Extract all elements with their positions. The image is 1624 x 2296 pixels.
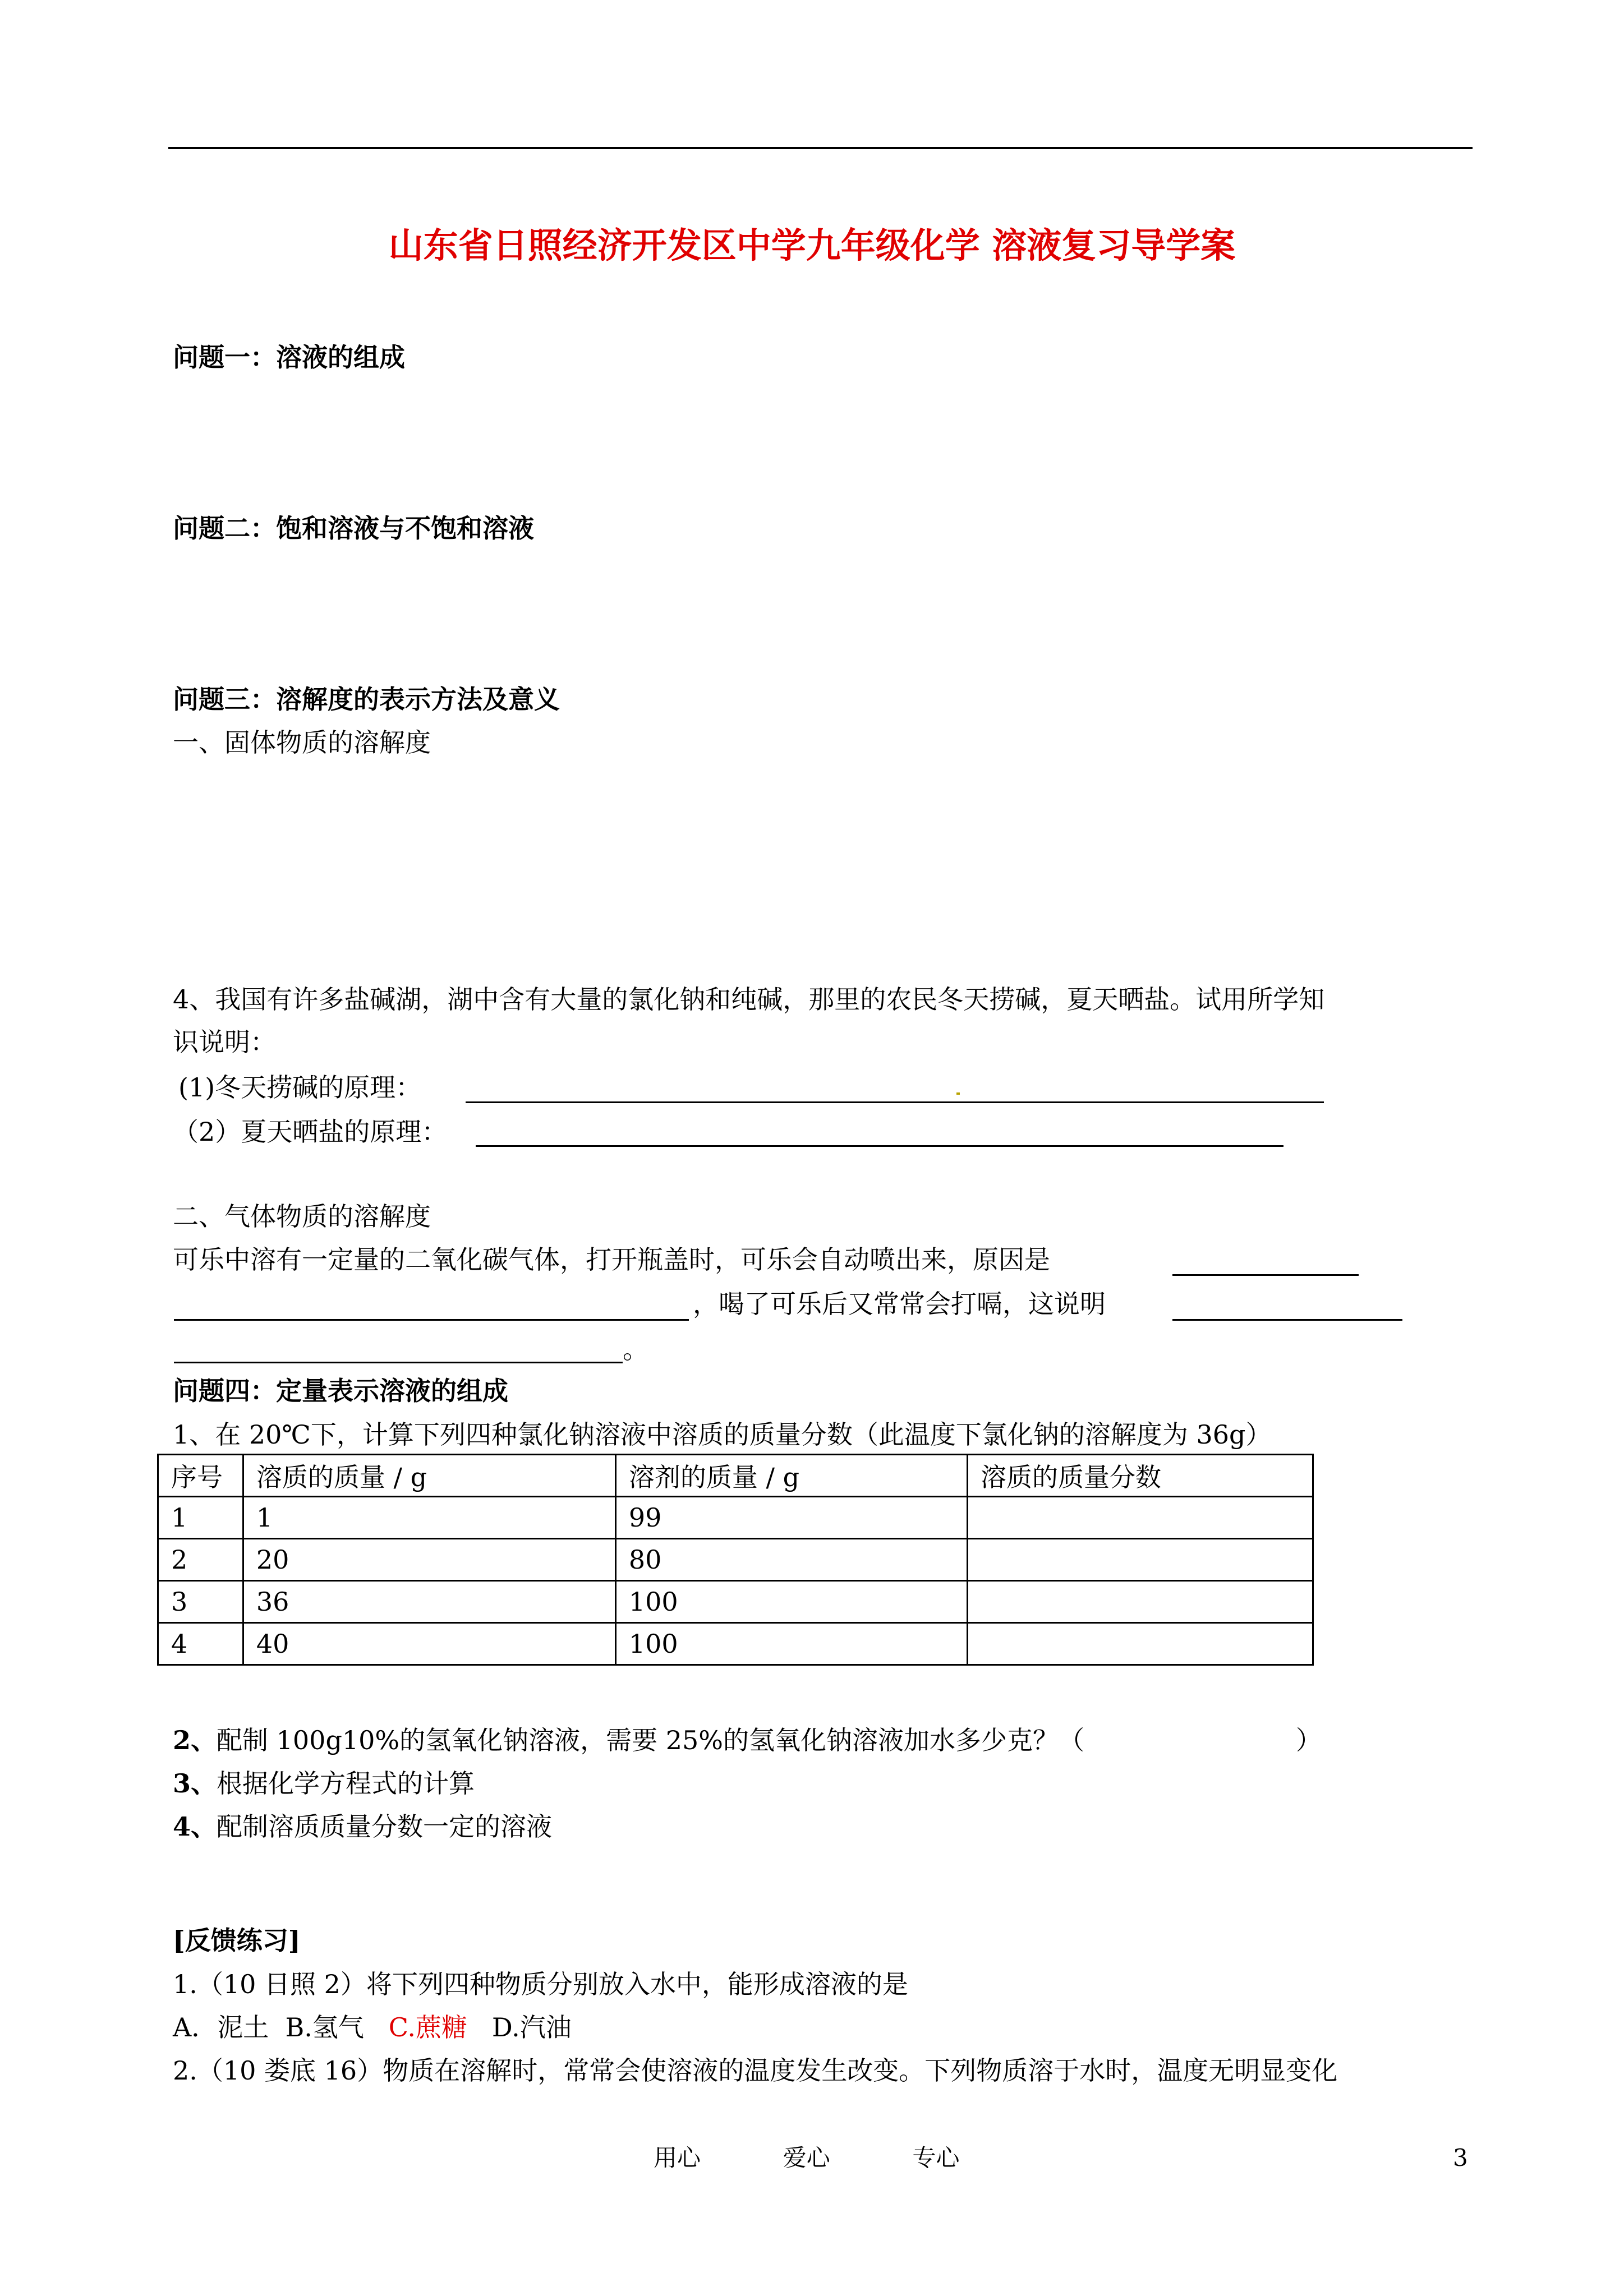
q4-item2-number: 2、 bbox=[173, 1725, 217, 1755]
option-b[interactable]: B.氢气 bbox=[285, 2012, 364, 2043]
section-q2-heading: 问题二：饱和溶液与不饱和溶液 bbox=[173, 513, 534, 543]
option-c[interactable]: C.蔗糖 bbox=[388, 2012, 467, 2043]
table-cell: 36 bbox=[243, 1581, 615, 1623]
q4-item3-text: 根据化学方程式的计算 bbox=[217, 1768, 475, 1799]
table-cell: 1 bbox=[243, 1497, 615, 1539]
table-cell[interactable] bbox=[967, 1539, 1313, 1581]
table-cell: 1 bbox=[158, 1497, 243, 1539]
header-rule bbox=[168, 147, 1473, 149]
table-cell: 100 bbox=[615, 1581, 967, 1623]
cola-answer-line-2 bbox=[174, 1319, 689, 1321]
cola-answer-line-4 bbox=[174, 1362, 623, 1363]
table-row bbox=[158, 1581, 1313, 1623]
option-d[interactable]: D.汽油 bbox=[491, 2012, 572, 2043]
cola-question-line1: 可乐中溶有一定量的二氧化碳气体，打开瓶盖时，可乐会自动喷出来，原因是 bbox=[173, 1244, 1050, 1275]
table-cell: 2 bbox=[158, 1539, 243, 1581]
cola-question-end: 。 bbox=[623, 1334, 648, 1364]
option-a[interactable]: A．泥土 bbox=[173, 2012, 269, 2043]
feedback-question-2: 2.（10 娄底 16）物质在溶解时，常常会使溶液的温度发生改变。下列物质溶于水时，温度无明显变化 bbox=[173, 2055, 1338, 2086]
table-cell: 100 bbox=[615, 1623, 967, 1665]
feedback-question-1-options bbox=[173, 2011, 572, 2044]
table-cell: 40 bbox=[243, 1623, 615, 1665]
header-cell-index: 序号 bbox=[158, 1455, 243, 1497]
table-cell[interactable] bbox=[967, 1581, 1313, 1623]
table-cell: 3 bbox=[158, 1581, 243, 1623]
footer-motto bbox=[654, 2142, 959, 2174]
q4-item4 bbox=[173, 1810, 552, 1843]
section-q1-heading: 问题一：溶液的组成 bbox=[173, 342, 405, 372]
cola-question-line2: ，喝了可乐后又常常会打嗝，这说明 bbox=[693, 1289, 1106, 1319]
table-row bbox=[158, 1539, 1313, 1581]
footer-item: 爱心 bbox=[783, 2144, 830, 2171]
solid-solubility-heading: 一、固体物质的溶解度 bbox=[173, 727, 431, 758]
page-number: 3 bbox=[1453, 2144, 1468, 2171]
summer-principle-label: （2）夏天晒盐的原理： bbox=[173, 1117, 448, 1147]
winter-principle-answer-line bbox=[466, 1101, 1324, 1103]
stray-mark bbox=[956, 1092, 960, 1095]
q4-item3-number: 3、 bbox=[173, 1768, 217, 1799]
question-4-line2: 识说明： bbox=[173, 1027, 276, 1057]
q4-item3 bbox=[173, 1767, 475, 1800]
table-cell: 4 bbox=[158, 1623, 243, 1665]
q4-item4-text: 配制溶质质量分数一定的溶液 bbox=[217, 1811, 553, 1842]
section-q4-heading: 问题四：定量表示溶液的组成 bbox=[173, 1376, 508, 1406]
section-q3-heading: 问题三：溶解度的表示方法及意义 bbox=[173, 684, 560, 714]
page-title: 山东省日照经济开发区中学九年级化学 溶液复习导学案 bbox=[388, 225, 1236, 266]
mass-fraction-table bbox=[157, 1454, 1314, 1666]
footer-item: 专心 bbox=[912, 2144, 960, 2171]
table-row bbox=[158, 1623, 1313, 1665]
cola-answer-line-3 bbox=[1172, 1319, 1402, 1321]
summer-principle-answer-line bbox=[476, 1145, 1283, 1147]
question-4-line1: 4、我国有许多盐碱湖，湖中含有大量的氯化钠和纯碱，那里的农民冬天捞碱，夏天晒盐。试用所学知 bbox=[173, 984, 1325, 1015]
table-header-row bbox=[158, 1455, 1313, 1497]
feedback-heading: [反馈练习] bbox=[173, 1925, 301, 1956]
q4-item4-number: 4、 bbox=[173, 1811, 217, 1842]
q4-item2-text: 配制 100g10%的氢氧化钠溶液，需要 25%的氢氧化钠溶液加水多少克？（ bbox=[217, 1725, 1084, 1755]
cola-answer-line-1 bbox=[1172, 1274, 1359, 1276]
table-row bbox=[158, 1497, 1313, 1539]
table-cell[interactable] bbox=[967, 1497, 1313, 1539]
header-cell-solvent-mass: 溶剂的质量 / g bbox=[615, 1455, 967, 1497]
q4-item2-close-paren: ） bbox=[1296, 1725, 1322, 1755]
header-cell-mass-fraction: 溶质的质量分数 bbox=[967, 1455, 1313, 1497]
winter-principle-label: (1)冬天捞碱的原理： bbox=[178, 1072, 422, 1103]
table-cell: 99 bbox=[615, 1497, 967, 1539]
footer-item: 用心 bbox=[654, 2144, 701, 2171]
table-cell[interactable] bbox=[967, 1623, 1313, 1665]
feedback-question-1: 1.（10 日照 2）将下列四种物质分别放入水中，能形成溶液的是 bbox=[173, 1969, 908, 1999]
header-cell-solute-mass: 溶质的质量 / g bbox=[243, 1455, 615, 1497]
q4-item1-text: 1、在 20℃下，计算下列四种氯化钠溶液中溶质的质量分数（此温度下氯化钠的溶解度为 36g） bbox=[173, 1419, 1272, 1450]
gas-solubility-heading: 二、气体物质的溶解度 bbox=[173, 1201, 431, 1232]
q4-item2 bbox=[173, 1723, 1084, 1757]
table-cell: 80 bbox=[615, 1539, 967, 1581]
table-cell: 20 bbox=[243, 1539, 615, 1581]
